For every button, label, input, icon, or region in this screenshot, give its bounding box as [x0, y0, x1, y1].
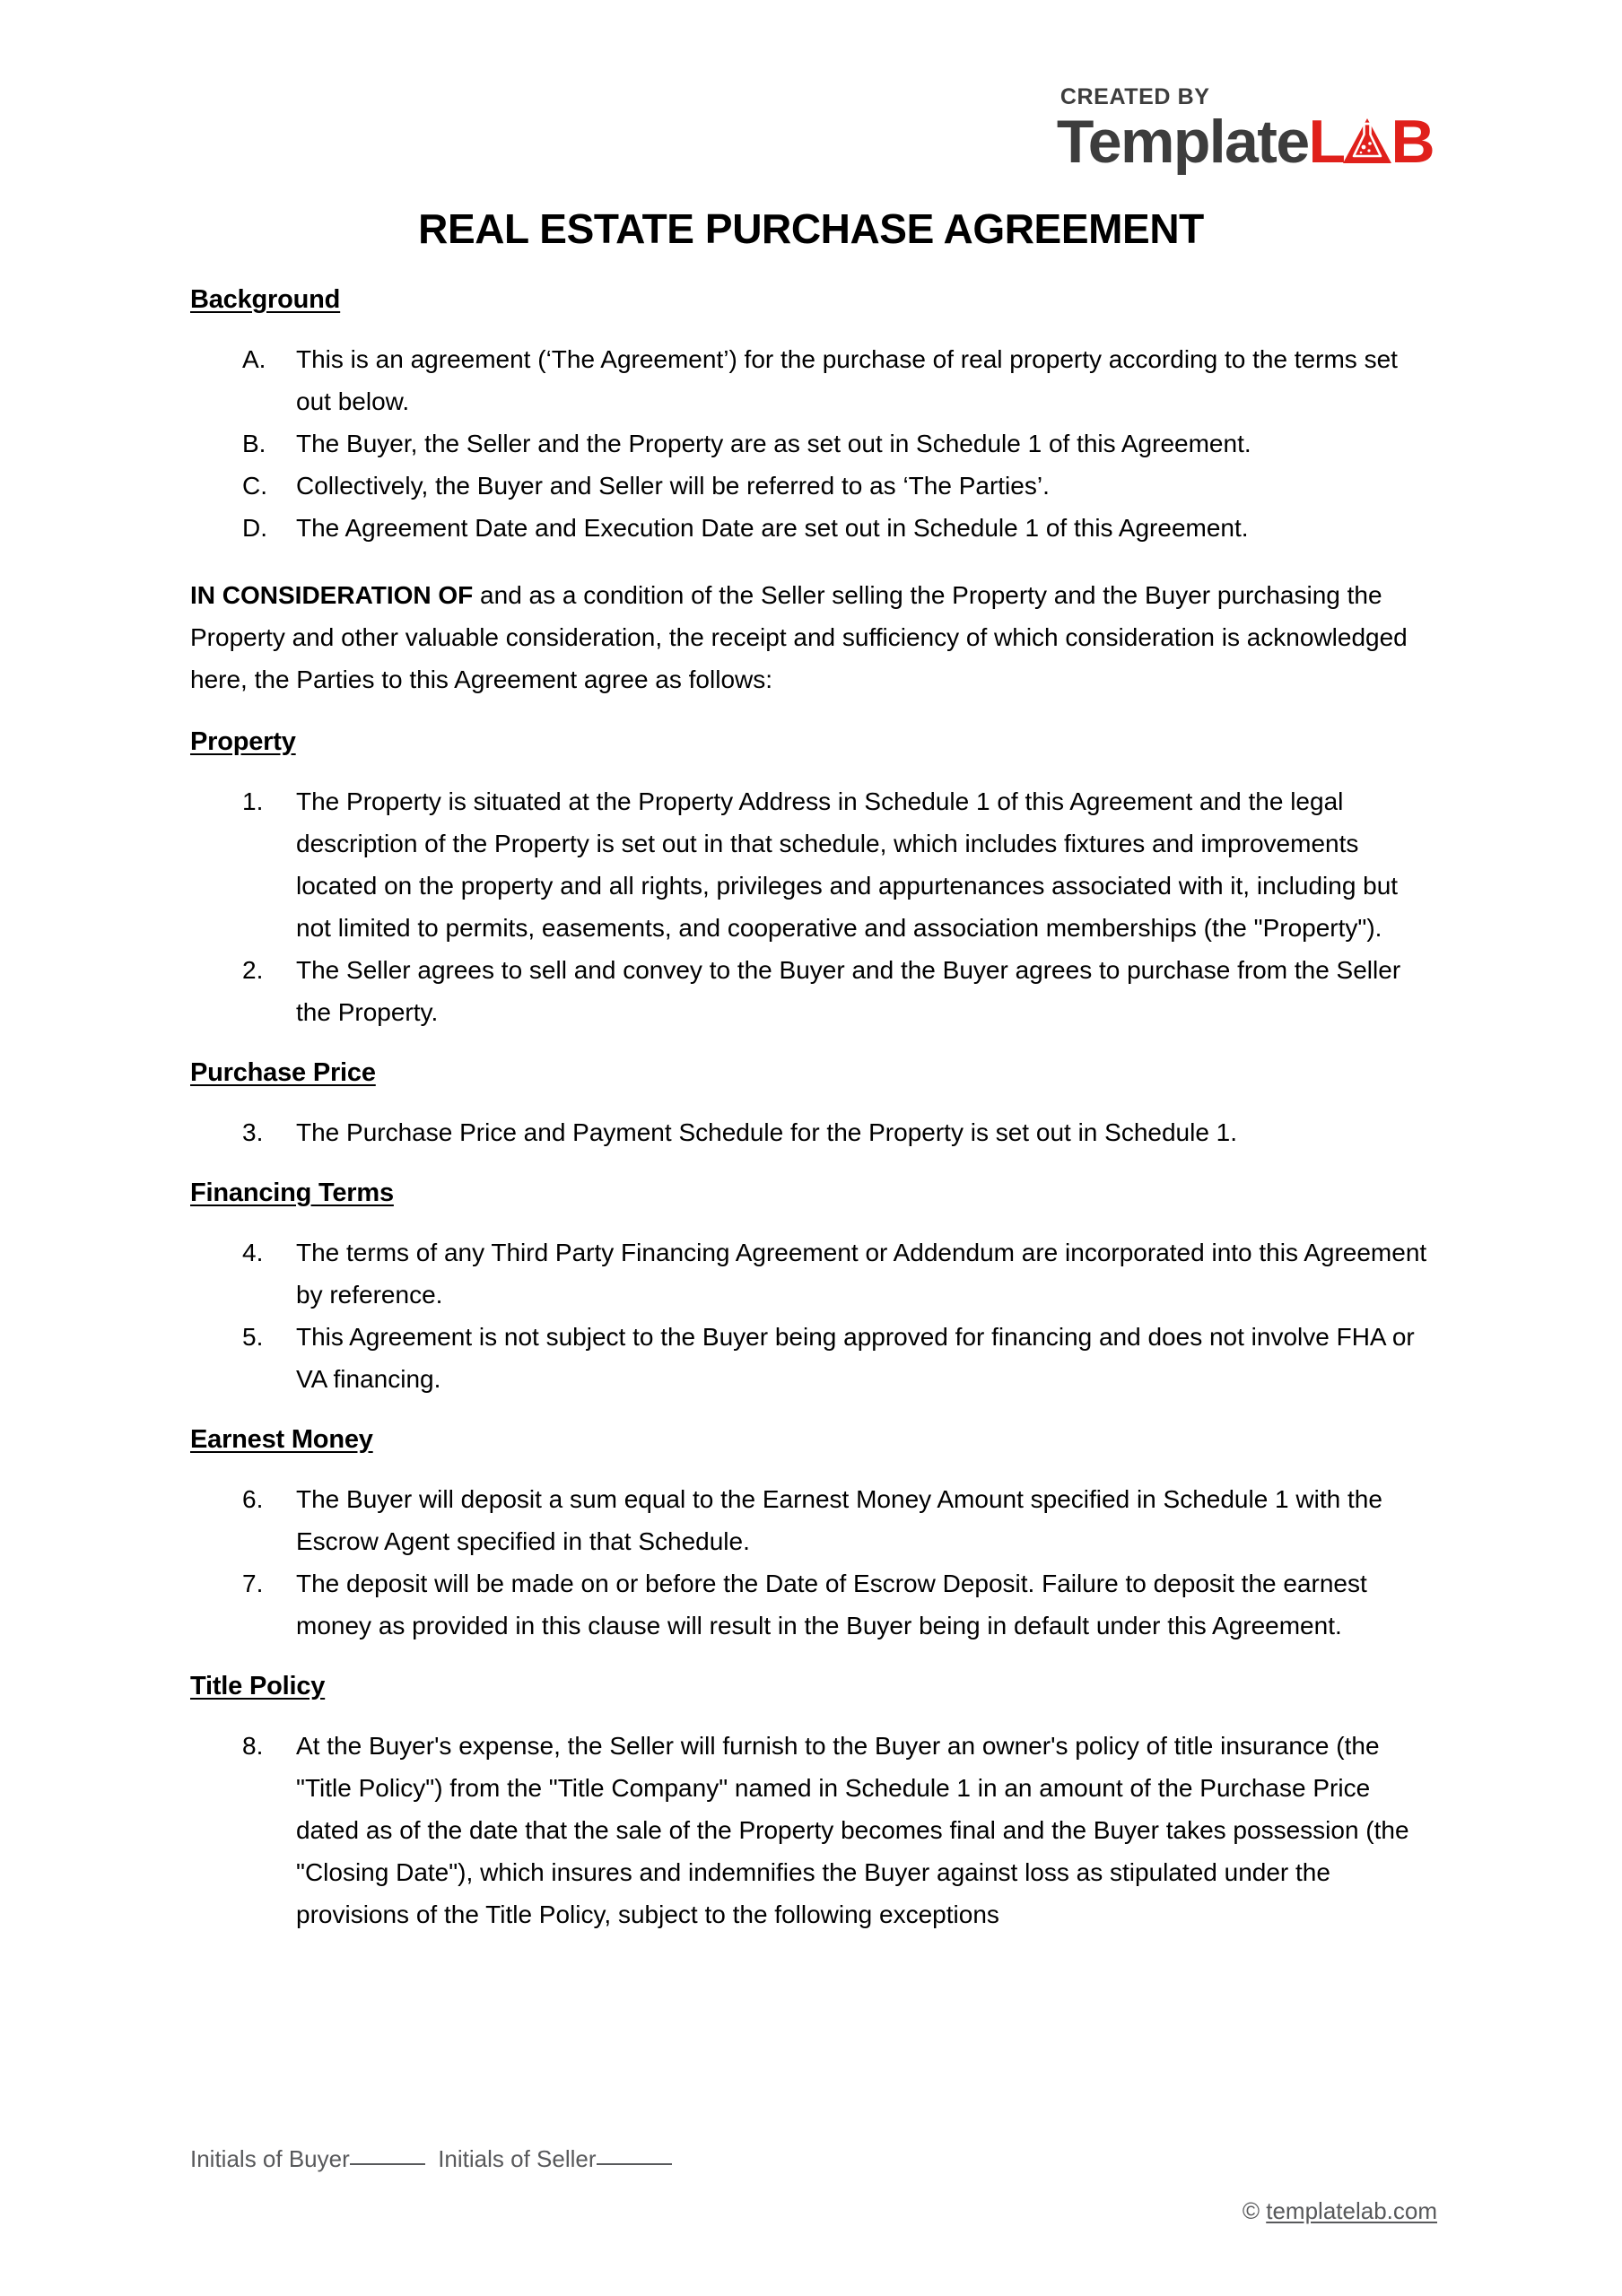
- list-marker: 1.: [242, 787, 264, 815]
- logo-template-text: Template: [1056, 108, 1309, 176]
- list-marker: A.: [242, 345, 266, 373]
- consideration-lead: IN CONSIDERATION OF: [190, 581, 474, 609]
- list-marker: 3.: [242, 1118, 264, 1146]
- list-item-text: The Buyer will deposit a sum equal to the Earnest Money Amount specified in Schedule 1 with the Escrow Agent specified in that Schedule.: [296, 1485, 1382, 1555]
- templatelab-logo: [1056, 84, 1434, 176]
- logo-created-by-label: CREATED BY: [1060, 84, 1210, 109]
- templatelab-link[interactable]: templatelab.com: [1266, 2197, 1437, 2224]
- list-item-text: The Seller agrees to sell and convey to the Buyer and the Buyer agrees to purchase from the Seller the Property.: [296, 956, 1401, 1026]
- list-marker: 7.: [242, 1570, 264, 1597]
- flask-icon: [1342, 117, 1392, 164]
- consideration-paragraph: [190, 574, 1439, 700]
- section-heading-background: Background: [190, 285, 341, 314]
- list-item-text: The Buyer, the Seller and the Property are as set out in Schedule 1 of this Agreement.: [296, 430, 1251, 457]
- initials-buyer-label: Initials of Buyer: [190, 2145, 350, 2172]
- list-item: [190, 1478, 1439, 1562]
- list-item-text: At the Buyer's expense, the Seller will furnish to the Buyer an owner's policy of title insurance (the "Title Policy") from the "Title Company" named in Schedule 1 in an amount of the Purchase Price dated as of the date that the sale of the Property becomes final and the Buyer takes possession (the "Closing Date"), which insures and indemnifies the Buyer against loss as stipulated under the provisions of the Title Policy, subject to the following exceptions: [296, 1732, 1409, 1928]
- list-item: [190, 1725, 1439, 1935]
- list-item: [190, 1316, 1439, 1400]
- list-marker: D.: [242, 514, 267, 542]
- list-item: [190, 780, 1439, 949]
- footer-initials: [190, 2145, 672, 2173]
- list-item: [190, 1111, 1439, 1153]
- section-heading-purchase-price: Purchase Price: [190, 1058, 376, 1087]
- list-item: [190, 465, 1439, 507]
- list-item: [190, 1562, 1439, 1647]
- list-item-text: This is an agreement (‘The Agreement’) for the purchase of real property according to the terms set out below.: [296, 345, 1398, 415]
- footer-copyright: [1243, 2197, 1437, 2225]
- document-body: [190, 285, 1439, 1961]
- list-item-text: The Property is situated at the Property Address in Schedule 1 of this Agreement and the legal description of the Property is set out in that schedule, which includes fixtures and improvements located on the property and all rights, privileges and appurtenances associated with it, including but not limited to permits, easements, and cooperative and association memberships (the "Property").: [296, 787, 1399, 942]
- logo-letter-b: B: [1391, 108, 1434, 176]
- list-item: [190, 422, 1439, 465]
- list-marker: 6.: [242, 1485, 264, 1513]
- list-marker: 4.: [242, 1239, 264, 1266]
- list-item-text: The Purchase Price and Payment Schedule for the Property is set out in Schedule 1.: [296, 1118, 1238, 1146]
- logo-letter-l: L: [1308, 108, 1345, 176]
- page-title: REAL ESTATE PURCHASE AGREEMENT: [418, 205, 1204, 252]
- list-item-text: This Agreement is not subject to the Buyer being approved for financing and does not involve FHA or VA financing.: [296, 1323, 1415, 1393]
- background-list: [190, 338, 1439, 549]
- list-marker: B.: [242, 430, 266, 457]
- list-item: [190, 338, 1439, 422]
- list-item: [190, 1231, 1439, 1316]
- property-list: [190, 780, 1439, 1033]
- consideration-text: and as a condition of the Seller selling the Property and the Buyer purchasing the Property and other valuable consideration, the receipt and sufficiency of which consideration is acknowledged here, the Parties to this Agreement agree as follows:: [190, 581, 1408, 693]
- list-marker: C.: [242, 472, 267, 500]
- list-item-text: Collectively, the Buyer and Seller will be referred to as ‘The Parties’.: [296, 472, 1050, 500]
- section-heading-property: Property: [190, 727, 296, 756]
- list-item-text: The Agreement Date and Execution Date are set out in Schedule 1 of this Agreement.: [296, 514, 1249, 542]
- section-heading-financing-terms: Financing Terms: [190, 1178, 394, 1207]
- section-heading-earnest-money: Earnest Money: [190, 1425, 373, 1454]
- list-item-text: The deposit will be made on or before the Date of Escrow Deposit. Failure to deposit the earnest money as provided in this clause will result in the Buyer being in default under this Agreement.: [296, 1570, 1367, 1639]
- initials-seller-field[interactable]: [597, 2163, 672, 2165]
- purchase-price-list: [190, 1111, 1439, 1153]
- initials-seller-label: Initials of Seller: [438, 2145, 597, 2172]
- financing-terms-list: [190, 1231, 1439, 1400]
- list-item: [190, 507, 1439, 549]
- earnest-money-list: [190, 1478, 1439, 1647]
- list-item: [190, 949, 1439, 1033]
- title-policy-list: [190, 1725, 1439, 1935]
- copyright-symbol: ©: [1242, 2197, 1260, 2224]
- section-heading-title-policy: Title Policy: [190, 1672, 326, 1700]
- list-item-text: The terms of any Third Party Financing Agreement or Addendum are incorporated into this Agreement by reference.: [296, 1239, 1427, 1309]
- list-marker: 2.: [242, 956, 264, 984]
- logo-wordmark: [1056, 108, 1434, 176]
- list-marker: 8.: [242, 1732, 264, 1760]
- list-marker: 5.: [242, 1323, 264, 1351]
- initials-buyer-field[interactable]: [350, 2163, 425, 2165]
